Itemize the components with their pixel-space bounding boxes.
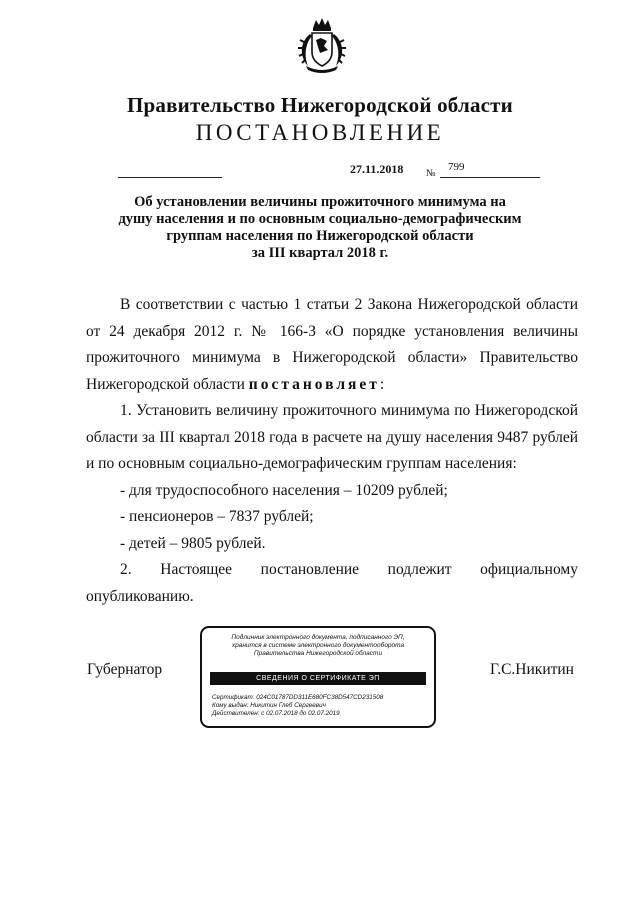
certificate-details (212, 694, 383, 718)
list-item: - пенсионеров – 7837 рублей; (120, 508, 314, 525)
number-label: № (426, 168, 436, 179)
stamp-header-line: Подлинник электронного документа, подписанного ЭП, (231, 634, 405, 641)
document-type: ПОСТАНОВЛЕНИЕ (195, 120, 445, 145)
signatory-position: Губернатор (87, 661, 163, 678)
preamble-text: В соответствии с частью 1 статьи 2 Закона Нижегородской области от 24 декабря 2012 г. № 166-З «О порядке установления величины прожиточного минимума в Нижегородской области» Правительство Нижегородской области (86, 296, 578, 393)
stamp-header (202, 634, 434, 658)
certificate-serial: Сертификат: 024C01787DD311E680FC38D547CD231508 (212, 694, 384, 701)
document-body (86, 292, 578, 610)
certificate-info-bar: СВЕДЕНИЯ О СЕРТИФИКАТЕ ЭП (210, 672, 426, 685)
list-item: - для трудоспособного населения – 10209 рублей; (120, 481, 448, 499)
document-number: 799 (448, 161, 465, 173)
title-line: душу населения и по основным социально-демографическим (118, 211, 522, 227)
stamp-header-line: Правительства Нижегородской области (253, 650, 383, 657)
list-item: - детей – 9805 рублей. (120, 534, 266, 552)
title-line: за III квартал 2018 г. (251, 245, 389, 261)
item-1-paragraph: 1. Установить величину прожиточного минимума по Нижегородской области за III квартал 2018 года в расчете на душу населения 9487 рублей и по основным социально-демографическим группам населения: (86, 402, 578, 472)
number-underline (440, 177, 540, 178)
certificate-validity: Действителен: с 02.07.2018 до 02.07.2019 (212, 710, 340, 717)
title-line: группам населения по Нижегородской области (166, 228, 474, 244)
preamble-colon: : (379, 375, 385, 393)
document-date: 27.11.2018 (350, 162, 404, 176)
title-line: Об установлении величины прожиточного минимума на (134, 194, 506, 210)
preamble-paragraph (86, 292, 578, 398)
item-2-continuation: опубликованию. (86, 587, 194, 605)
blank-line-left (118, 177, 222, 178)
electronic-signature-stamp (200, 626, 436, 728)
stamp-header-line: хранится в системе электронного документооборота (231, 642, 405, 649)
coat-of-arms-icon (296, 16, 348, 74)
resolves-keyword: постановляет (248, 375, 380, 393)
organization-name: Правительство Нижегородской области (127, 93, 513, 117)
document-title (100, 194, 540, 262)
item-2-paragraph: 2. Настоящее постановление подлежит официальному (120, 561, 578, 578)
certificate-owner: Кому выдан: Никитин Глеб Сергеевич (212, 702, 326, 709)
signatory-name: Г.С.Никитин (490, 661, 574, 678)
